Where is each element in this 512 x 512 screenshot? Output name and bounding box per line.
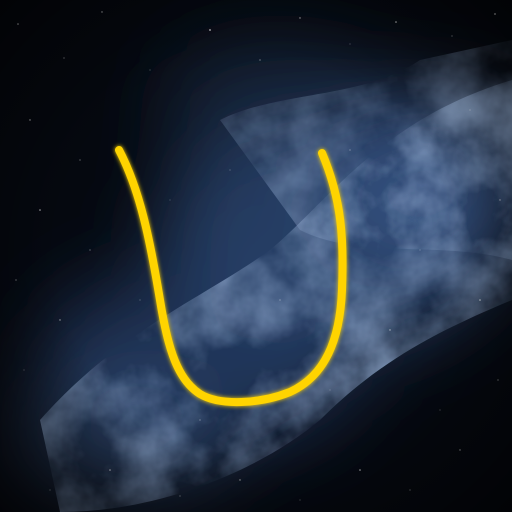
drawn-u-stroke[interactable] — [119, 150, 343, 402]
